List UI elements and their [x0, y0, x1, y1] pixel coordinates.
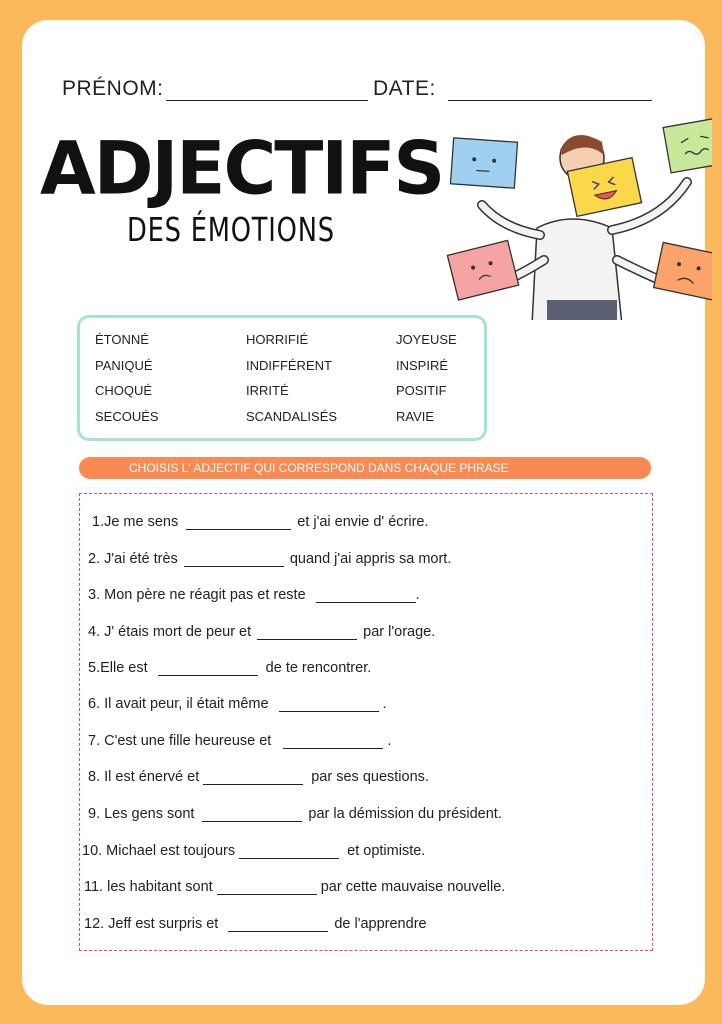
answer-blank[interactable]	[279, 698, 379, 712]
answer-blank[interactable]	[257, 626, 357, 640]
word-bank-item: ÉTONNÉ	[95, 332, 149, 347]
sentence-before: 10. Michael est toujours	[82, 843, 236, 859]
word-bank-item: HORRIFIÉ	[246, 332, 309, 347]
sentence-before: 9. Les gens sont	[88, 806, 195, 822]
word-bank-column-2	[246, 332, 337, 434]
sentence-row	[88, 624, 435, 640]
answer-blank[interactable]	[202, 808, 302, 822]
sentence-row	[84, 916, 427, 932]
sentence-after: par la démission du président.	[308, 806, 502, 822]
sentence-before: 5.Elle est	[88, 660, 148, 676]
word-bank-item: INSPIRÉ	[396, 357, 449, 373]
answer-blank[interactable]	[217, 881, 317, 895]
sentence-row	[88, 733, 391, 749]
sentence-row	[88, 660, 371, 676]
sentence-before: 11. les habitant sont	[84, 879, 213, 895]
sentence-after: par ses questions.	[311, 769, 429, 785]
sentence-after: de te rencontrer.	[265, 660, 372, 676]
page-title: ADJECTIFS	[40, 125, 444, 211]
sentence-before: 3. Mon père ne réagit pas et reste	[88, 587, 306, 603]
date-field	[373, 77, 652, 101]
emotions-man-illustration	[422, 110, 712, 320]
word-bank-item: CHOQUÉ	[95, 383, 153, 398]
sentence-after: par l'orage.	[363, 624, 436, 640]
date-label: DATE:	[373, 77, 436, 100]
answer-blank[interactable]	[158, 662, 258, 676]
sentence-row	[88, 769, 429, 785]
word-bank-item: JOYEUSE	[396, 332, 457, 347]
sentence-after: .	[415, 587, 420, 603]
answer-blank[interactable]	[316, 589, 416, 603]
sentence-after: et j'ai envie d' écrire.	[297, 514, 429, 530]
sentence-before: 4. J' étais mort de peur et	[88, 624, 252, 640]
sentence-row	[92, 514, 429, 530]
sentence-after: .	[382, 696, 387, 712]
sentence-before: 7. C'est une fille heureuse et	[88, 733, 272, 749]
answer-blank[interactable]	[186, 516, 291, 530]
sentence-row	[82, 843, 425, 859]
sentence-before: 2. J'ai été très	[88, 551, 178, 567]
sentence-row	[84, 879, 505, 895]
sentence-before: 6. Il avait peur, il était même	[88, 696, 269, 712]
sentence-after: .	[387, 733, 392, 749]
instruction-banner: CHOISIS L' ADJECTIF QUI CORRESPOND DANS CHAQUE PHRASE	[79, 457, 651, 479]
prenom-label: PRÉNOM:	[62, 77, 164, 100]
exercise-box	[79, 493, 653, 951]
word-bank-item: SECOUÉS	[95, 408, 159, 424]
answer-blank[interactable]	[283, 735, 383, 749]
word-bank	[77, 315, 487, 441]
worksheet	[22, 20, 705, 1005]
word-bank-item: POSITIF	[396, 383, 447, 398]
sentence-after: et optimiste.	[347, 843, 426, 859]
sentence-row	[88, 551, 451, 567]
date-blank[interactable]	[448, 79, 652, 101]
name-field	[62, 77, 368, 101]
sentence-before: 12. Jeff est surpris et	[84, 916, 219, 932]
sentence-row	[88, 806, 502, 822]
sentence-after: quand j'ai appris sa mort.	[289, 551, 452, 567]
word-bank-column-1	[95, 332, 159, 434]
sentence-row	[88, 696, 387, 712]
prenom-blank[interactable]	[166, 79, 368, 101]
answer-blank[interactable]	[228, 918, 328, 932]
sentence-before: 1.Je me sens	[92, 514, 179, 530]
word-bank-item: RAVIE	[396, 408, 435, 424]
page-subtitle: DES ÉMOTIONS	[127, 210, 335, 249]
word-bank-item: SCANDALISÉS	[246, 408, 338, 424]
answer-blank[interactable]	[184, 553, 284, 567]
answer-blank[interactable]	[203, 771, 303, 785]
sentence-before: 8. Il est énervé et	[88, 769, 200, 785]
word-bank-item: INDIFFÉRENT	[246, 357, 332, 373]
sentence-row	[88, 587, 420, 603]
word-bank-item: PANIQUÉ	[95, 357, 153, 373]
word-bank-item: IRRITÉ	[246, 383, 289, 398]
answer-blank[interactable]	[239, 845, 339, 859]
word-bank-column-3	[396, 332, 457, 434]
sentence-after: de l'apprendre	[334, 916, 427, 932]
sentence-after: par cette mauvaise nouvelle.	[320, 879, 506, 895]
